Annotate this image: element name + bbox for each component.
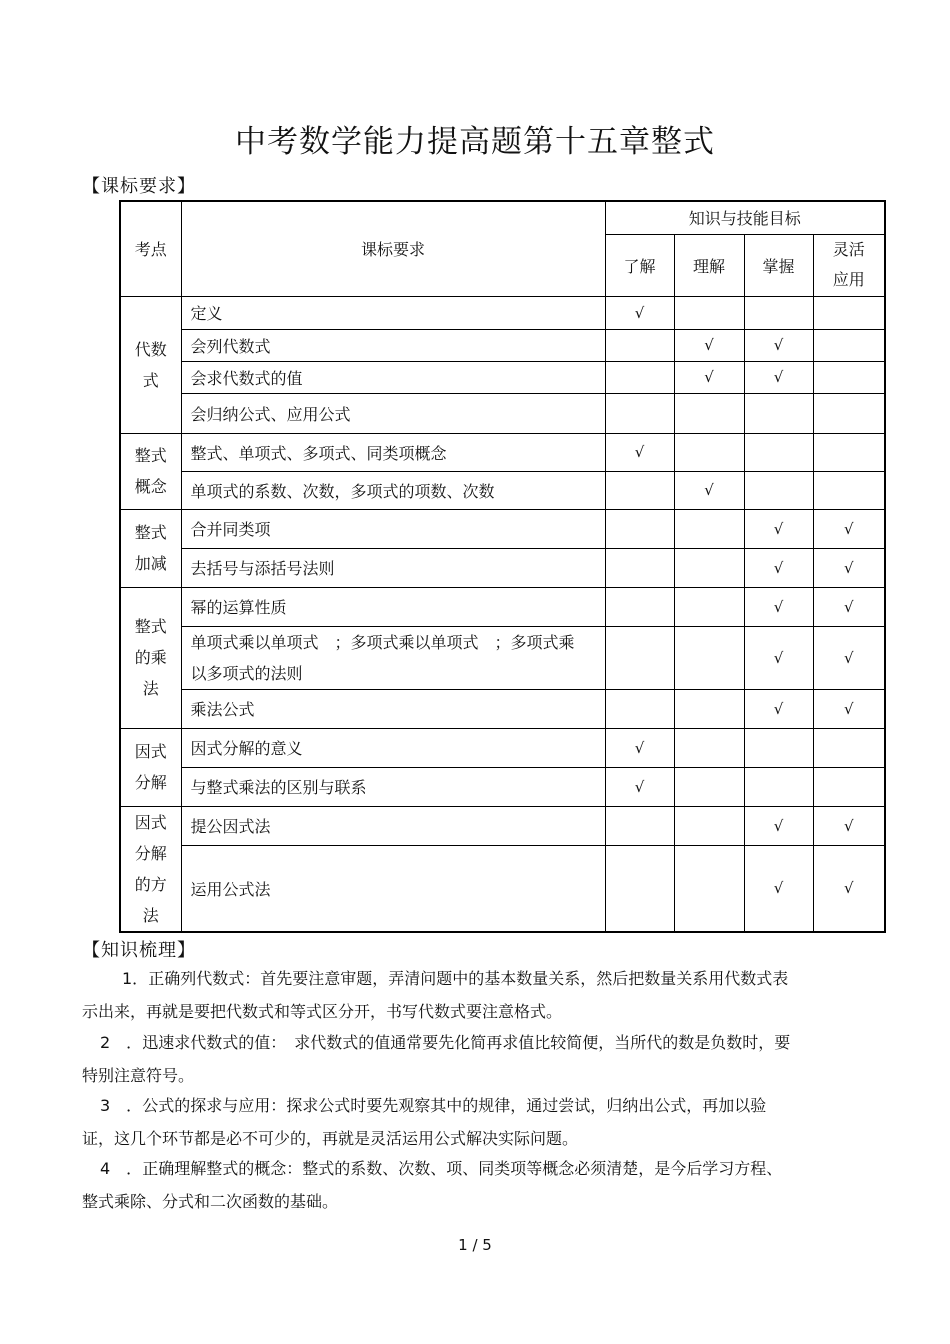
mark-cell [605, 689, 674, 728]
page-number: 1 / 5 [458, 1236, 492, 1254]
mark-cell: √ [605, 433, 674, 471]
table-row-content: 提公因式法 [181, 806, 605, 845]
table-row-content: 运用公式法 [181, 845, 605, 931]
mark-cell [674, 433, 744, 471]
header-kaodian: 考点 [120, 201, 181, 296]
mark-cell: √ [605, 296, 674, 329]
mark-cell: √ [744, 509, 813, 548]
header-target: 知识与技能目标 [605, 201, 885, 234]
mark-cell: √ [744, 361, 813, 393]
table-row-content: 去括号与添括号法则 [181, 548, 605, 587]
page-title: 中考数学能力提高题第十五章整式 [235, 124, 715, 160]
mark-cell [605, 806, 674, 845]
header-kebiao: 课标要求 [181, 201, 605, 296]
mark-cell [674, 767, 744, 806]
paragraph-number: 2 ． [100, 1033, 143, 1052]
mark-cell [605, 361, 674, 393]
mark-cell: √ [744, 806, 813, 845]
mark-cell [605, 587, 674, 626]
mark-cell: √ [813, 587, 885, 626]
mark-cell [813, 728, 885, 767]
mark-cell [605, 626, 674, 689]
mark-cell: √ [813, 689, 885, 728]
mark-cell [813, 361, 885, 393]
mark-cell [674, 626, 744, 689]
paragraph [82, 1089, 792, 1155]
mark-cell: √ [605, 728, 674, 767]
mark-cell [744, 767, 813, 806]
mark-cell: √ [813, 806, 885, 845]
mark-cell: √ [744, 548, 813, 587]
mark-cell [813, 296, 885, 329]
category-cell: 整式概念 [120, 433, 181, 509]
header-liaojie: 了解 [605, 234, 674, 296]
table-row-content: 定义 [181, 296, 605, 329]
section-heading-requirements: 【课标要求】 [82, 176, 196, 197]
mark-cell: √ [674, 329, 744, 361]
section-heading-knowledge: 【知识梳理】 [82, 940, 196, 961]
mark-cell [605, 471, 674, 509]
mark-cell [674, 296, 744, 329]
mark-cell: √ [605, 767, 674, 806]
mark-cell: √ [744, 689, 813, 728]
mark-cell [813, 393, 885, 433]
table-row-content: 因式分解的意义 [181, 728, 605, 767]
mark-cell: √ [674, 471, 744, 509]
category-cell: 代数式 [120, 296, 181, 433]
paragraph [82, 962, 792, 1028]
mark-cell: √ [744, 626, 813, 689]
table-row-content: 整式、单项式、多项式、同类项概念 [181, 433, 605, 471]
mark-cell [674, 587, 744, 626]
mark-cell [674, 509, 744, 548]
mark-cell: √ [813, 845, 885, 931]
mark-cell: √ [813, 509, 885, 548]
mark-cell [744, 433, 813, 471]
mark-cell: √ [813, 626, 885, 689]
mark-cell [674, 548, 744, 587]
mark-cell: √ [744, 329, 813, 361]
paragraph-number: 3 ． [100, 1096, 143, 1115]
table-row-content: 会归纳公式、应用公式 [181, 393, 605, 433]
mark-cell [674, 689, 744, 728]
mark-cell [674, 845, 744, 931]
mark-cell [674, 806, 744, 845]
mark-cell [605, 393, 674, 433]
mark-cell [813, 433, 885, 471]
paragraph-text: 公式的探求与应用：探求公式时要先观察其中的规律，通过尝试，归纳出公式，再加以验证，这几个环节都是必不可少的，再就是灵活运用公式解决实际问题。 [82, 1096, 767, 1148]
mark-cell [605, 329, 674, 361]
mark-cell: √ [744, 845, 813, 931]
mark-cell [605, 845, 674, 931]
table-row-content: 与整式乘法的区别与联系 [181, 767, 605, 806]
table-row-content: 单项式乘以单项式 ；多项式乘以单项式 ；多项式乘以多项式的法则 [181, 626, 605, 689]
mark-cell [744, 728, 813, 767]
table-row-content: 会列代数式 [181, 329, 605, 361]
mark-cell: √ [813, 548, 885, 587]
table-row-content: 单项式的系数、次数，多项式的项数、次数 [181, 471, 605, 509]
mark-cell: √ [674, 361, 744, 393]
paragraph-text: 迅速求代数式的值： 求代数式的值通常要先化简再求值比较简便，当所代的数是负数时，要特别注意符号。 [82, 1033, 791, 1085]
mark-cell [605, 548, 674, 587]
table-row-content: 会求代数式的值 [181, 361, 605, 393]
mark-cell [674, 728, 744, 767]
mark-cell [744, 393, 813, 433]
requirements-table [119, 200, 886, 933]
mark-cell [674, 393, 744, 433]
mark-cell [813, 329, 885, 361]
category-cell: 因式分解的方法 [120, 806, 181, 932]
mark-cell [744, 471, 813, 509]
table-row-content: 合并同类项 [181, 509, 605, 548]
paragraph-text: 正确理解整式的概念：整式的系数、次数、项、同类项等概念必须清楚，是今后学习方程、整式乘除、分式和二次函数的基础。 [82, 1159, 783, 1211]
header-zhangwo: 掌握 [744, 234, 813, 296]
paragraph-text: 正确列代数式：首先要注意审题，弄清问题中的基本数量关系，然后把数量关系用代数式表示出来，再就是要把代数式和等式区分开，书写代数式要注意格式。 [82, 969, 789, 1021]
header-linghuo: 灵活应用 [813, 234, 885, 296]
table-row-content: 乘法公式 [181, 689, 605, 728]
mark-cell [813, 471, 885, 509]
category-cell: 因式分解 [120, 728, 181, 806]
paragraph [82, 1152, 792, 1218]
mark-cell: √ [744, 587, 813, 626]
paragraph-number: 1． [122, 969, 149, 988]
table-row-content: 幂的运算性质 [181, 587, 605, 626]
mark-cell [813, 767, 885, 806]
header-lijie: 理解 [674, 234, 744, 296]
mark-cell [744, 296, 813, 329]
paragraph [82, 1026, 792, 1092]
category-cell: 整式加减 [120, 509, 181, 587]
mark-cell [605, 509, 674, 548]
category-cell: 整式的乘法 [120, 587, 181, 728]
paragraph-number: 4 ． [100, 1159, 143, 1178]
